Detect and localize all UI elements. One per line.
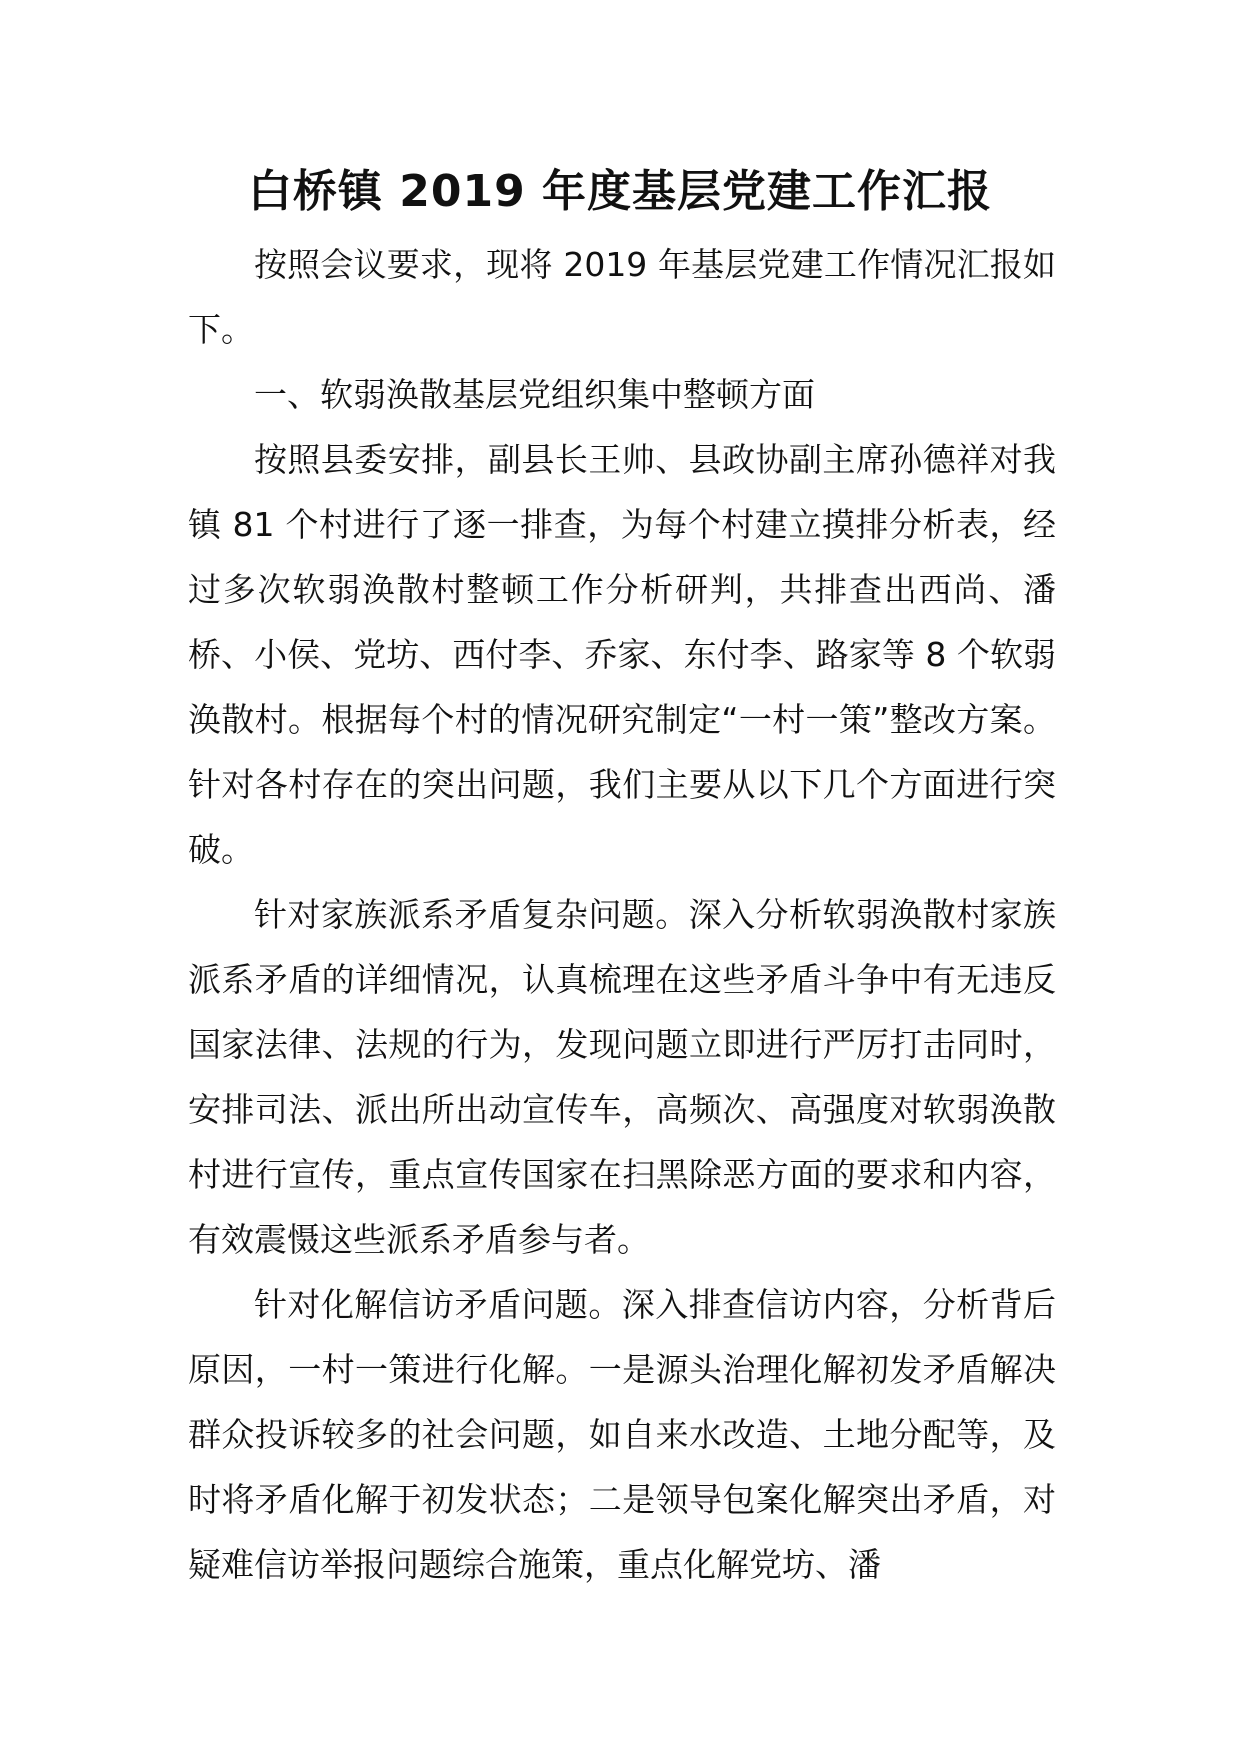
paragraph-rectification-overview: 按照县委安排，副县长王帅、县政协副主席孙德祥对我镇 81 个村进行了逐一排查，为每个村建立摸排分析表，经过多次软弱涣散村整顿工作分析研判，共排查出西尚、潘桥、小侯、党坊、西付李、乔家、东付李、路家等 8 个软弱涣散村。根据每个村的情况研究制定“一村一策”整改方案。针对各村存在的突出问题，我们主要从以下几个方面进行突破。 <box>188 440 1056 869</box>
paragraph-petition-conflict: 针对化解信访矛盾问题。深入排查信访内容，分析背后原因，一村一策进行化解。一是源头治理化解初发矛盾解决群众投诉较多的社会问题，如自来水改造、土地分配等，及时将矛盾化解于初发状态；二是领导包案化解突出矛盾，对疑难信访举报问题综合施策，重点化解党坊、潘 <box>188 1285 1056 1584</box>
paragraph-intro: 按照会议要求，现将 2019 年基层党建工作情况汇报如下。 <box>188 245 1056 349</box>
document-body <box>188 232 1056 1597</box>
paragraph-clan-conflict: 针对家族派系矛盾复杂问题。深入分析软弱涣散村家族派系矛盾的详细情况，认真梳理在这些矛盾斗争中有无违反国家法律、法规的行为，发现问题立即进行严厉打击同时，安排司法、派出所出动宣传车，高频次、高强度对软弱涣散村进行宣传，重点宣传国家在扫黑除恶方面的要求和内容，有效震慑这些派系矛盾参与者。 <box>188 895 1056 1259</box>
document-title: 白桥镇 2019 年度基层党建工作汇报 <box>247 166 993 217</box>
section-heading-1: 一、软弱涣散基层党组织集中整顿方面 <box>254 375 815 414</box>
